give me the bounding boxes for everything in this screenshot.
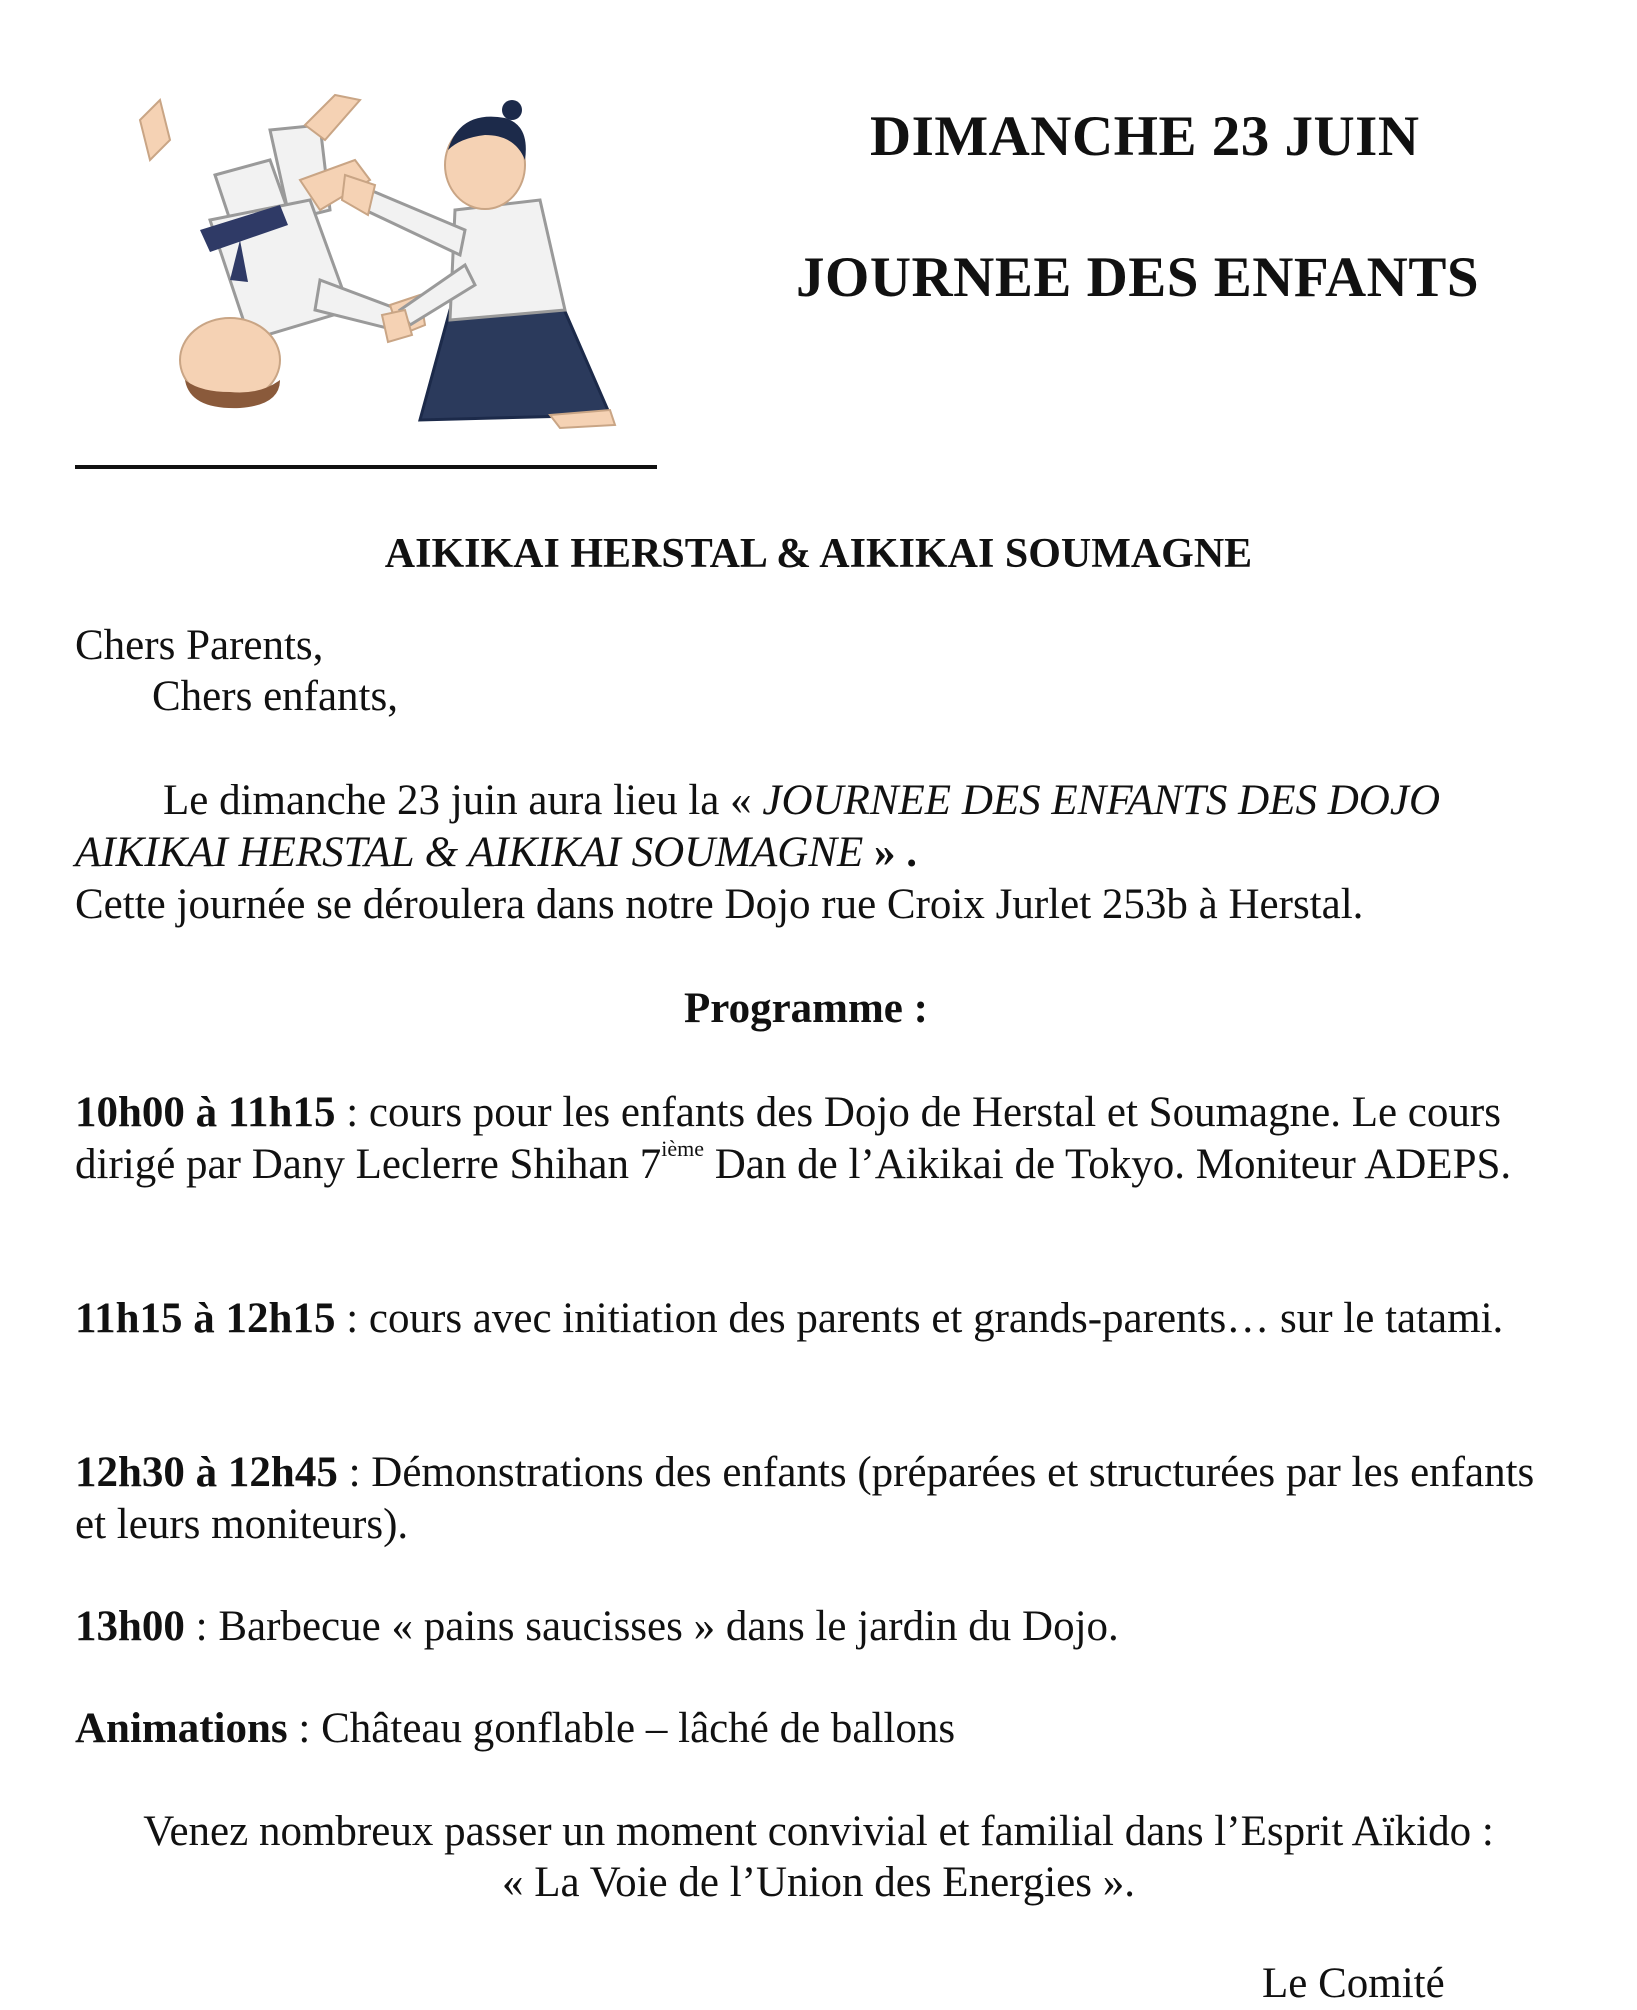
intro-paragraph bbox=[75, 775, 1555, 879]
programme-item bbox=[75, 1293, 1555, 1345]
clubs-subtitle: AIKIKAI HERSTAL & AIKIKAI SOUMAGNE bbox=[384, 531, 1253, 577]
thrower-figure bbox=[342, 100, 615, 428]
programme-title: Programme : bbox=[684, 985, 928, 1032]
signature: Le Comité bbox=[1262, 1960, 1445, 2007]
programme-time: 12h30 à 12h45 bbox=[75, 1449, 338, 1496]
programme-text-cont: Dan de l’Aikikai de Tokyo. Moniteur ADEPS. bbox=[704, 1141, 1512, 1188]
animations-label: Animations bbox=[75, 1705, 288, 1752]
header-date: DIMANCHE 23 JUIN bbox=[870, 105, 1420, 168]
programme-superscript: ième bbox=[661, 1136, 704, 1161]
programme-text: : Barbecue « pains saucisses » dans le jardin du Dojo. bbox=[184, 1603, 1119, 1650]
programme-item bbox=[75, 1447, 1555, 1551]
divider bbox=[75, 465, 657, 469]
programme-time: 13h00 bbox=[75, 1603, 185, 1650]
programme-text: : cours pour les enfants des Dojo de Herstal et Soumagne. Le cours dirigé par Dany Leclerre Shihan 7 bbox=[75, 1089, 1501, 1188]
salutation-parents: Chers Parents, bbox=[75, 622, 324, 669]
intro-text-start: Le dimanche 23 juin aura lieu la « bbox=[163, 777, 763, 824]
programme-text: : cours avec initiation des parents et grands-parents… sur le tatami. bbox=[335, 1295, 1504, 1342]
salutation-children: Chers enfants, bbox=[152, 673, 398, 720]
programme-time: 10h00 à 11h15 bbox=[75, 1089, 336, 1136]
intro-location: Cette journée se déroulera dans notre Dojo rue Croix Jurlet 253b à Herstal. bbox=[75, 881, 1364, 928]
aikido-throw-illustration-icon bbox=[120, 80, 640, 440]
animations-text: : Château gonflable – lâché de ballons bbox=[287, 1705, 956, 1752]
intro-text-end: » . bbox=[863, 829, 918, 876]
thrown-child-figure bbox=[140, 95, 425, 408]
programme-text: : Démonstrations des enfants (préparées et structurées par les enfants et leurs moniteurs). bbox=[75, 1449, 1535, 1548]
closing-line-2: « La Voie de l’Union des Energies ». bbox=[502, 1859, 1135, 1906]
programme-item bbox=[75, 1601, 1555, 1653]
closing-line-1: Venez nombreux passer un moment convivial et familial dans l’Esprit Aïkido : bbox=[143, 1808, 1494, 1855]
header-title: JOURNEE DES ENFANTS bbox=[796, 246, 1480, 309]
programme-item bbox=[75, 1087, 1555, 1191]
animations-line bbox=[75, 1703, 1555, 1755]
intro-event-name: JOURNEE DES ENFANTS DES DOJO AIKIKAI HERSTAL & AIKIKAI SOUMAGNE bbox=[75, 777, 1440, 876]
programme-time: 11h15 à 12h15 bbox=[75, 1295, 336, 1342]
